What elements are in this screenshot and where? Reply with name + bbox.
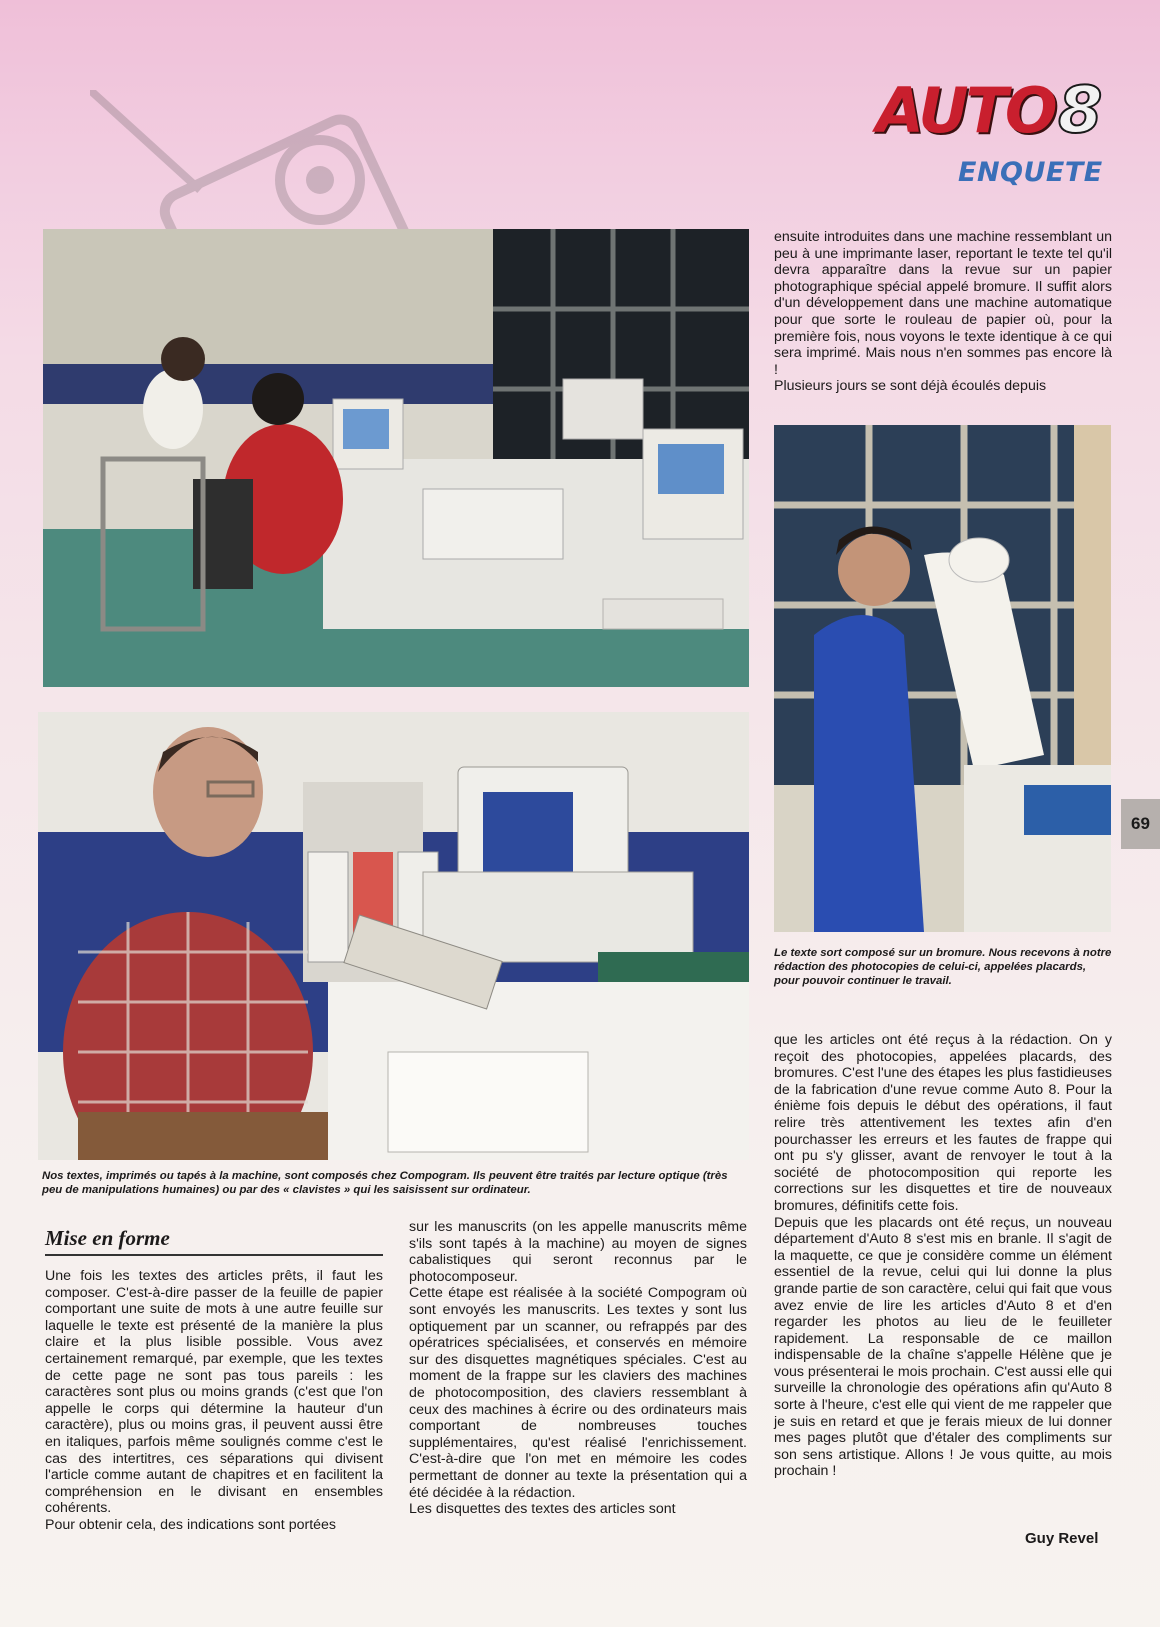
photo-compogram-operator xyxy=(38,712,749,1160)
column-right-bottom xyxy=(774,1032,1112,1480)
logo-text: AUTO xyxy=(876,74,1055,147)
column-middle xyxy=(409,1219,747,1518)
photo-typesetting-room xyxy=(43,229,749,687)
photo-bromure-roll xyxy=(774,425,1111,932)
column-top-right xyxy=(774,229,1112,395)
caption-bromure: Le texte sort composé sur un bromure. Nous recevons à notre rédaction des photocopies de celui-ci, appelées placards, pour pouvoir continuer le travail. xyxy=(774,947,1112,988)
paragraph: Plusieurs jours se sont déjà écoulés depuis xyxy=(774,378,1047,395)
paragraph: Les disquettes des textes des articles sont xyxy=(409,1501,676,1518)
paragraph: Une fois les textes des articles prêts, il faut les composer. C'est-à-dire passer de la feuille de papier comportant une suite de mots à une autre feuille sur laquelle le texte est présenté de la manière la plus claire et la plus lisible possible. Vous avez certainement remarqué, par exemple, que les textes de cette page ne sont pas tous pareils : les caractères sont plus ou moins grands (c'est que l'on appelle le corps qui détermine la hauteur d'un caractère), plus ou moins gras, il peuvent aussi être en italiques, parfois même soulignés comme c'est le cas des intertitres, ces séparations qui divisent l'article comme autant de chapitres et en facilitent la compréhension en le divisant en ensembles cohérents. xyxy=(45,1268,383,1517)
paragraph: Depuis que les placards ont été reçus, un nouveau département d'Auto 8 s'est mis en branle. Il s'agit de la maquette, ce que je considère comme un élément essentiel de la revue, celui qui lui donne la plus grande partie de son caractère, celui qui fait que vous avez envie de lire les articles d'Auto 8 et d'en regarder les photos au lieu de le feuilleter rapidement. La responsable de ce maillon indispensable de la chaîne s'appelle Hélène que je vous présenterai le mois prochain. C'est aussi elle qui surveille la chronologie des opérations afin qu'Auto 8 sorte à l'heure, c'est elle qui vient de me rappeler que je suis en retard et que je ferais mieux de lui donner mes pages plutôt que d'étaler des compliments sur son sens artistique. Allons ! Je vous quitte, au mois prochain ! xyxy=(774,1214,1112,1480)
column-left xyxy=(45,1268,383,1534)
paragraph: sur les manuscrits (on les appelle manuscrits même s'ils sont tapés à la machine) au moyen de signes cabalistiques qui seront reconnus par le photocomposeur. xyxy=(409,1219,747,1285)
paragraph: Cette étape est réalisée à la société Compogram où sont envoyés les manuscrits. Les textes y sont lus optiquement par un scanner, ou refrappés par des opératrices spécialisées, et conservés en mémoire sur des disquettes magnétiques spéciales. C'est au moment de la frappe sur les claviers des machines de photocomposition, des claviers ressemblant à ceux des machines à écrire ou des ordinateurs mais comportant de nombreuses touches supplémentaires, qu'est réalisé l'enrichissement. C'est-à-dire que l'on met en mémoire les codes permettant de donner au texte la présentation qui a été décidée à la rédaction. xyxy=(409,1285,747,1501)
paragraph: ensuite introduites dans une machine ressemblant un peu à une imprimante laser, reportant le texte tel qu'il devra apparaître dans la revue sur un papier photographique spécial appelé bromure. Il suffit alors d'un développement dans une machine automatique pour que sorte le rouleau de papier où, pour la première fois, nous voyons le texte identique à ce qui sera imprimé. Mais nous n'en sommes pas encore là ! xyxy=(774,229,1112,378)
page-number-tab: 69 xyxy=(1121,799,1160,849)
author-signature: Guy Revel xyxy=(1025,1530,1099,1547)
auto8-logo xyxy=(876,74,1116,150)
heading-rule xyxy=(45,1254,383,1256)
paragraph: Pour obtenir cela, des indications sont portées xyxy=(45,1516,337,1533)
caption-compogram: Nos textes, imprimés ou tapés à la machine, sont composés chez Compogram. Ils peuvent être traités par lecture optique (très peu de manipulations humaines) ou par des « clavistes » qui les saisissent sur ordinateur. xyxy=(42,1170,728,1197)
section-heading: Mise en forme xyxy=(45,1226,170,1250)
logo-number: 8 xyxy=(1058,74,1103,148)
section-label: ENQUETE xyxy=(958,157,1103,188)
paragraph: que les articles ont été reçus à la rédaction. On y reçoit des photocopies, appelées placards, des bromures. C'est l'une des étapes les plus fastidieuses de la fabrication d'une revue comme Auto 8. Pour la énième fois depuis le début des opérations, il faut relire très attentivement les textes afin d'en pourchasser les erreurs et les fautes de frappe qui ont pu s'y glisser, avant de renvoyer le tout à la société de photocomposition qui reporte les corrections sur les disquettes et tire de nouveaux bromures, définitifs cette fois. xyxy=(774,1032,1112,1214)
